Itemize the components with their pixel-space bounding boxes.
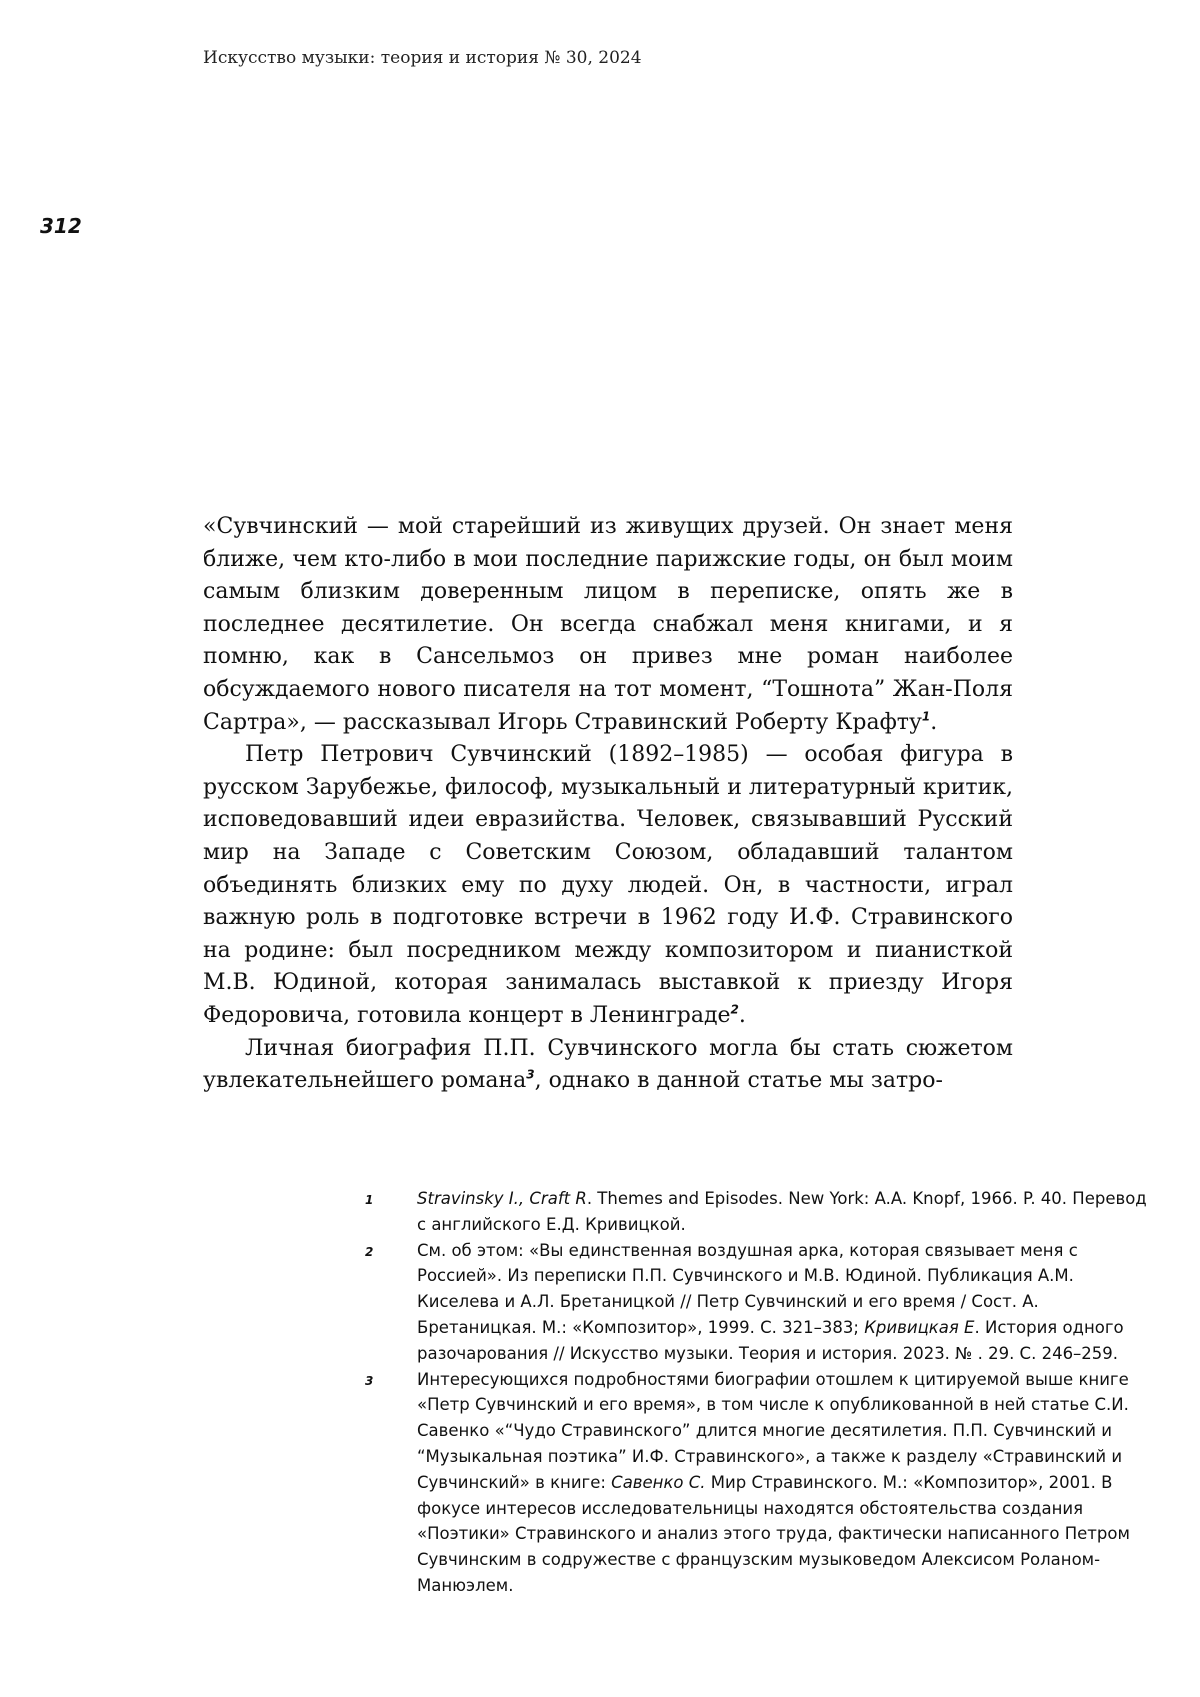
footnote-number: 2 [365, 1244, 374, 1259]
paragraph-1 [203, 511, 1013, 739]
paragraph-2-text: Петр Петрович Сувчинский (1892–1985) — особая фигура в русском Зарубежье, философ, музыкальный и литературный критик, исповедовавший идеи евразийства. Человек, связывавший Русский мир на Западе с Советским Союзом, обладавший талантом объединять близких ему по духу людей. Он, в частности, играл важную роль в подготовке встречи в 1962 году И.Ф. Стравинского на родине: был посредником между композитором и пианисткой М.В. Юдиной, которая занималась выставкой к приезду Игоря Федоровича, готовила концерт в Ленинграде [203, 742, 1013, 1028]
footnote-body: Мир Стравинского. М.: «Композитор», 2001. В фокусе интересов исследовательницы находятся обстоятельства создания «Поэтики» Стравинского и анализ этого труда, фактически написанного Петром Сувчинским в содружестве с французским музыковедом Алексисом Роланом-Манюэлем. [417, 1472, 1130, 1595]
footnote-author: Кривицкая Е [864, 1317, 975, 1337]
page-number: 312 [40, 214, 82, 238]
paragraph-3-text-a: Личная биография П.П. Сувчинского могла бы стать сюжетом увлекательнейшего романа [203, 1035, 1013, 1094]
footnotes [365, 1186, 1155, 1599]
paragraph-3 [203, 1033, 1013, 1098]
paragraph-1-end: . [930, 709, 938, 735]
paragraph-3-text-b: , однако в данной статье мы затро- [534, 1068, 943, 1094]
paragraph-2 [203, 739, 1013, 1032]
footnote-text [417, 1367, 1155, 1599]
footnote-3 [365, 1367, 1155, 1599]
paragraph-1-text: «Сувчинский — мой старейший из живущих друзей. Он знает меня ближе, чем кто-либо в мои последние парижские годы, он был моим самым близким доверенным лицом в переписке, опять же в последнее десятилетие. Он всегда снабжал меня книгами, и я помню, как в Сансельмоз он привез мне роман наиболее обсуждаемого нового писателя на тот момент, “Тошнота” Жан-Поля Сартра», — рассказывал Игорь Стравинский Роберту Крафту [203, 514, 1013, 735]
footnote-body: Интересующихся подробностями биографии отошлем к цитируемой выше книге «Петр Сувчинский и его время», в том числе к опубликованной в ней статье С.И. Савенко «“Чудо Стравинского” длится многие десятилетия. П.П. Сувчинский и “Музыкальная поэтика” И.Ф. Стравинского», а также к разделу «Стравинский и Сувчинский» в книге: [417, 1369, 1129, 1492]
footnote-ref-2[interactable]: 2 [730, 1002, 739, 1017]
footnote-body: . Themes and Episodes. New York: A.A. Knopf, 1966. P. 40. Перевод с английского Е.Д. Кривицкой. [417, 1189, 1147, 1234]
footnote-author: Stravinsky I., Craft R [417, 1189, 587, 1208]
footnote-number: 1 [365, 1193, 374, 1207]
footnote-ref-3[interactable]: 3 [526, 1067, 535, 1082]
main-text [203, 511, 1013, 1098]
footnote-body: См. об этом: «Вы единственная воздушная арка, которая связывает меня с Россией». Из переписки П.П. Сувчинского и М.В. Юдиной. Публикация А.М. Киселева и А.Л. Бретаницкой // Петр Сувчинский и его время / Сост. А. Бретаницкая. М.: «Композитор», 1999. С. 321–383; [417, 1240, 1078, 1337]
paragraph-2-end: . [738, 1002, 746, 1028]
footnote-number: 3 [365, 1373, 374, 1388]
footnote-text [417, 1186, 1155, 1238]
footnote-ref-1[interactable]: 1 [921, 709, 931, 724]
footnote-2 [365, 1238, 1155, 1367]
running-header: Искусство музыки: теория и история № 30, 2024 [203, 48, 642, 68]
footnote-1 [365, 1186, 1155, 1238]
footnote-body: . История одного разочарования // Искусство музыки. Теория и история. 2023. № . 29. С. 246–259. [417, 1317, 1124, 1363]
footnote-text [417, 1238, 1155, 1367]
footnote-author: Савенко С. [611, 1472, 706, 1492]
